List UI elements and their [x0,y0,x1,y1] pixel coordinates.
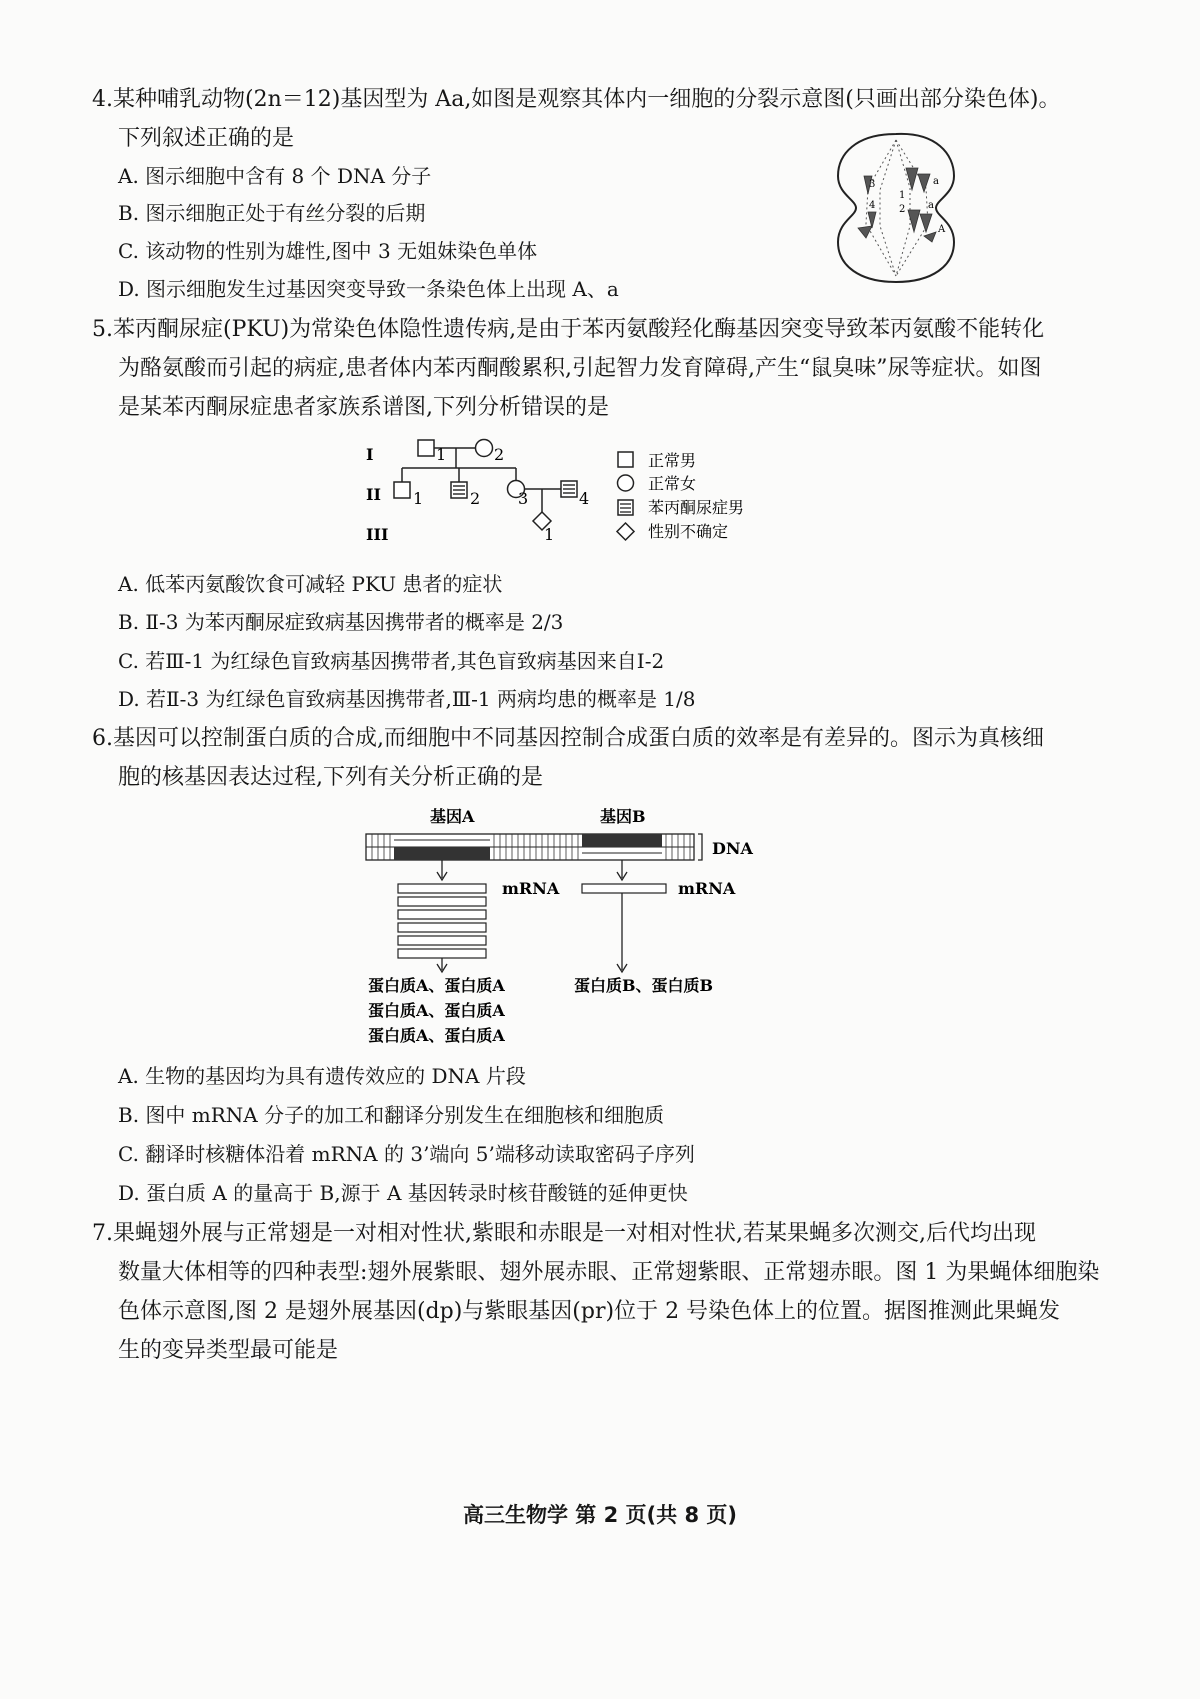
legend-unknown-sex: 性别不确定 [648,522,729,541]
figure-label-4: 4 [869,200,876,211]
legend-normal-female-icon [618,475,634,491]
figure-label-a-lower: a [928,200,934,211]
pedigree-i1-square [418,440,434,456]
pedigree-i2-circle [476,440,493,457]
legend-normal-male-icon [618,452,633,467]
generation-ii-label: II [366,485,381,504]
figure-label-1: 1 [899,190,906,201]
page-footer: 高三生物学 第 2 页(共 8 页) [463,1503,737,1527]
gene-b-label: 基因B [600,807,646,826]
mrna-label-right: mRNA [678,879,736,898]
figure-label-A: A [938,224,946,235]
legend-normal-male: 正常男 [648,451,697,470]
q4-option-d: D. 图示细胞发生过基因突变导致一条染色体上出现 A、a [118,277,619,301]
pedigree-chart [360,424,800,554]
gene-expression-figure [360,800,780,1050]
figure-label-3: 3 [869,179,876,190]
q7-stem-line4: 生的变异类型最可能是 [118,1338,339,1363]
legend-unknown-sex-icon [617,523,634,540]
protein-a-row-2: 蛋白质A、蛋白质A [368,1001,505,1020]
legend-normal-female: 正常女 [648,474,697,493]
generation-i-label: I [366,445,374,464]
pedigree-iii1-number: 1 [544,525,555,544]
cell-division-figure [828,128,964,286]
pedigree-ii1-square [394,482,410,498]
q4-option-b: B. 图示细胞正处于有丝分裂的后期 [118,201,426,225]
q7-stem-line2: 数量大体相等的四种表型:翅外展紫眼、翅外展赤眼、正常翅紫眼、正常翅赤眼。图 1 为果蝇体细胞染 [118,1260,1100,1285]
protein-b-row: 蛋白质B、蛋白质B [574,976,714,995]
pedigree-i2-number: 2 [494,445,505,464]
q6-stem-line2: 胞的核基因表达过程,下列有关分析正确的是 [118,765,543,790]
pedigree-ii3-number: 3 [518,489,529,508]
dna-strand [366,834,694,860]
q6-option-b: B. 图中 mRNA 分子的加工和翻译分别发生在细胞核和细胞质 [118,1103,665,1127]
q5-stem-line2: 为酪氨酸而引起的病症,患者体内苯丙酮酸累积,引起智力发育障碍,产生“鼠臭味”尿等症状。如图 [118,356,1042,381]
q7-stem-line1: 7.果蝇翅外展与正常翅是一对相对性状,紫眼和赤眼是一对相对性状,若某果蝇多次测交,后代均出现 [92,1221,1036,1246]
q5-option-d: D. 若Ⅱ-3 为红绿色盲致病基因携带者,Ⅲ-1 两病均患的概率是 1/8 [118,687,696,711]
figure-label-a-upper: a [933,176,939,187]
pedigree-ii2-number: 2 [470,489,481,508]
q5-stem-line3: 是某苯丙酮尿症患者家族系谱图,下列分析错误的是 [118,395,609,420]
legend-affected-male: 苯丙酮尿症男 [648,498,745,517]
q6-option-d: D. 蛋白质 A 的量高于 B,源于 A 基因转录时核苷酸链的延伸更快 [118,1181,688,1205]
figure-label-2: 2 [899,204,906,215]
pedigree-i1-number: 1 [436,445,447,464]
generation-iii-label: III [366,525,389,544]
q4-option-a: A. 图示细胞中含有 8 个 DNA 分子 [118,164,432,188]
protein-a-row-3: 蛋白质A、蛋白质A [368,1026,505,1045]
q5-stem-line1: 5.苯丙酮尿症(PKU)为常染色体隐性遗传病,是由于苯丙氨酸羟化酶基因突变导致苯丙氨酸不能转化 [92,317,1045,342]
q6-option-c: C. 翻译时核糖体沿着 mRNA 的 3’端向 5’端移动读取密码子序列 [118,1142,695,1166]
q6-option-a: A. 生物的基因均为具有遗传效应的 DNA 片段 [118,1064,526,1088]
mrna-stack-a [398,884,486,958]
mrna-b [582,884,666,893]
q4-stem-line1: 4.某种哺乳动物(2n＝12)基因型为 Aa,如图是观察其体内一细胞的分裂示意图(只画出部分染色体)。 [92,87,1061,112]
q5-option-c: C. 若Ⅲ-1 为红绿色盲致病基因携带者,其色盲致病基因来自Ⅰ-2 [118,649,665,673]
q4-stem-line2: 下列叙述正确的是 [118,126,295,151]
pedigree-ii4-number: 4 [579,489,590,508]
q5-option-b: B. Ⅱ-3 为苯丙酮尿症致病基因携带者的概率是 2/3 [118,610,564,634]
q6-stem-line1: 6.基因可以控制蛋白质的合成,而细胞中不同基因控制合成蛋白质的效率是有差异的。图示为真核细 [92,726,1044,751]
dna-label: DNA [712,839,753,858]
mrna-label-left: mRNA [502,879,560,898]
pedigree-ii1-number: 1 [413,489,424,508]
q4-option-c: C. 该动物的性别为雄性,图中 3 无姐妹染色单体 [118,239,538,263]
gene-a-label: 基因A [430,807,475,826]
protein-a-row-1: 蛋白质A、蛋白质A [368,976,505,995]
q5-option-a: A. 低苯丙氨酸饮食可减轻 PKU 患者的症状 [118,572,503,596]
q7-stem-line3: 色体示意图,图 2 是翅外展基因(dp)与紫眼基因(pr)位于 2 号染色体上的位置。据图推测此果蝇发 [118,1299,1061,1324]
